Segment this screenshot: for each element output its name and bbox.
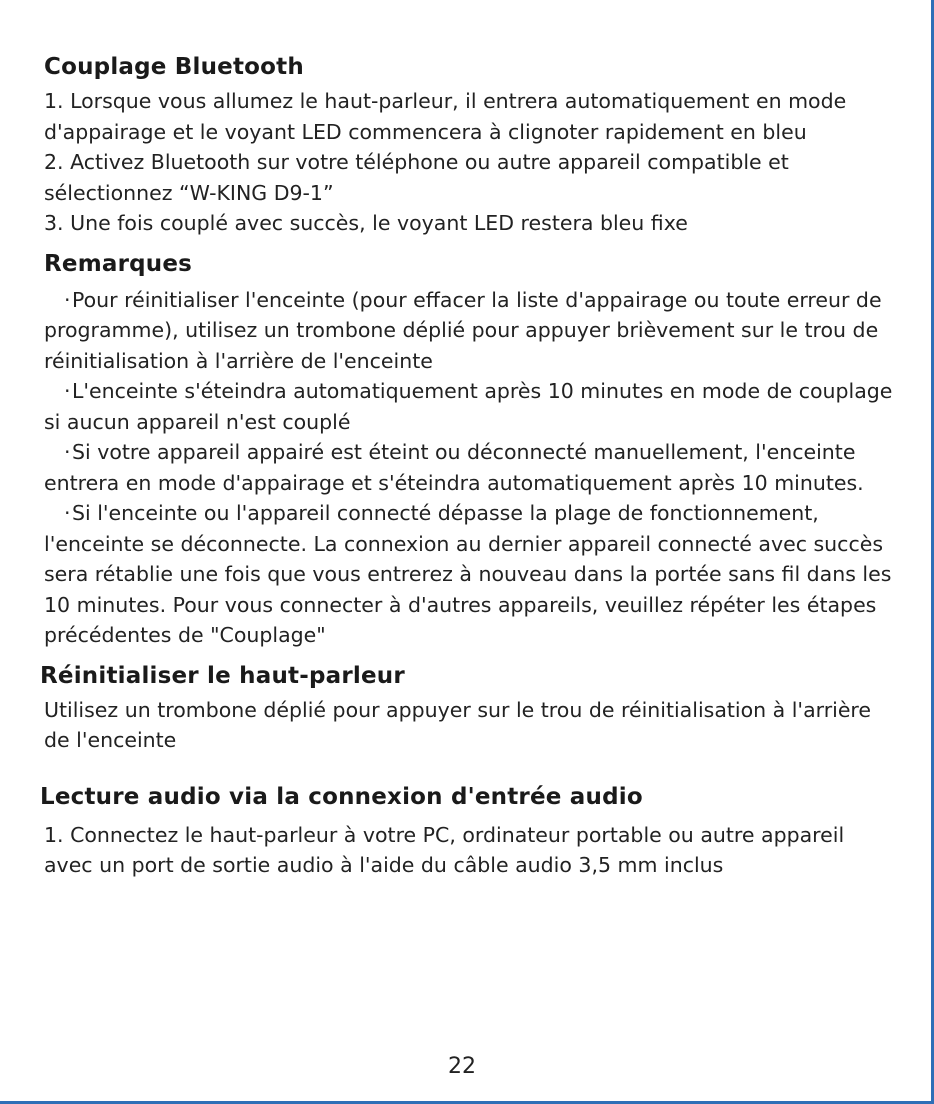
manual-page bbox=[40, 54, 894, 881]
note-item bbox=[44, 437, 894, 498]
note-item bbox=[44, 498, 894, 651]
section-heading: Remarques bbox=[44, 250, 193, 277]
note-item bbox=[44, 285, 894, 377]
note-text: Si l'enceinte ou l'appareil connecté dépasse la plage de fonctionnement, l'enceinte se déconnecte. La connexion au dernier appareil connecté avec succès sera rétablie une fois que vous entrerez à nouveau dans la portée sans fil dans les 10 minutes. Pour vous connecter à d'autres appareils, veuillez répéter les étapes précédentes de "Couplage" bbox=[44, 501, 892, 647]
bullet-icon: · bbox=[64, 287, 71, 312]
section-heading: Réinitialiser le haut-parleur bbox=[40, 662, 405, 689]
step-item: 1. Lorsque vous allumez le haut-parleur, il entrera automatiquement en mode d'appairage et le voyant LED commencera à clignoter rapidement en bleu bbox=[44, 89, 847, 144]
section-body: Utilisez un trombone déplié pour appuyer sur le trou de réinitialisation à l'arrière de l'enceinte bbox=[44, 697, 872, 752]
section-remarks bbox=[44, 251, 894, 651]
section-audio-input bbox=[40, 784, 894, 881]
step-item: 2. Activez Bluetooth sur votre téléphone ou autre appareil compatible et sélectionnez “W-KING D9-1” bbox=[44, 150, 789, 205]
section-bluetooth-pairing bbox=[44, 54, 894, 239]
note-text: L'enceinte s'éteindra automatiquement après 10 minutes en mode de couplage si aucun appareil n'est couplé bbox=[44, 379, 893, 434]
note-text: Pour réinitialiser l'enceinte (pour effacer la liste d'appairage ou toute erreur de programme), utilisez un trombone déplié pour appuyer brièvement sur le trou de réinitialisation à l'arrière de l'enceinte bbox=[44, 287, 882, 373]
section-heading: Couplage Bluetooth bbox=[44, 54, 304, 80]
note-item bbox=[44, 376, 894, 437]
step-item: 3. Une fois couplé avec succès, le voyant LED restera bleu fixe bbox=[44, 211, 688, 235]
page-number: 22 bbox=[448, 1054, 476, 1079]
bullet-icon: · bbox=[64, 379, 71, 403]
section-reset-speaker bbox=[40, 663, 894, 756]
section-heading: Lecture audio via la connexion d'entrée audio bbox=[40, 783, 643, 810]
bullet-icon: · bbox=[64, 501, 71, 525]
bullet-icon: · bbox=[64, 440, 71, 464]
step-item: 1. Connectez le haut-parleur à votre PC, ordinateur portable ou autre appareil avec un port de sortie audio à l'aide du câble audio 3,5 mm inclus bbox=[44, 822, 845, 877]
note-text: Si votre appareil appairé est éteint ou déconnecté manuellement, l'enceinte entrera en mode d'appairage et s'éteindra automatiquement après 10 minutes. bbox=[44, 440, 864, 495]
